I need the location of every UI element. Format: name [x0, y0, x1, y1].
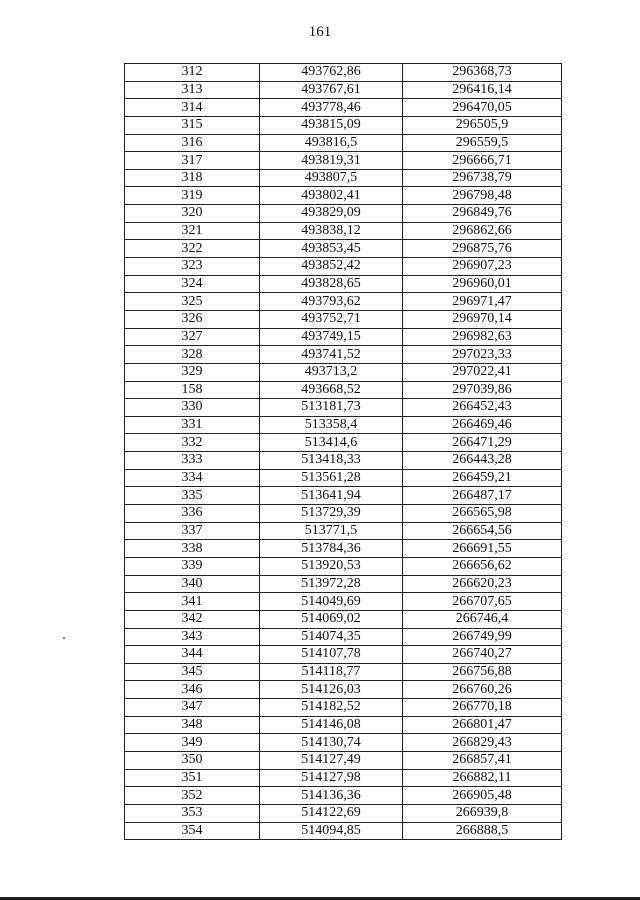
table-body: [125, 64, 562, 840]
point-number-cell: 317: [125, 152, 260, 170]
point-number-cell: 335: [125, 487, 260, 505]
y-coordinate-cell: 266801,47: [403, 716, 562, 734]
x-coordinate-cell: 493853,45: [260, 240, 403, 258]
point-number-cell: 320: [125, 205, 260, 223]
point-number-cell: 344: [125, 646, 260, 664]
x-coordinate-cell: 513418,33: [260, 452, 403, 470]
point-number-cell: 349: [125, 734, 260, 752]
x-coordinate-cell: 493793,62: [260, 293, 403, 311]
x-coordinate-cell: 513972,28: [260, 575, 403, 593]
y-coordinate-cell: 296368,73: [403, 64, 562, 82]
point-number-cell: 350: [125, 751, 260, 769]
x-coordinate-cell: 513771,5: [260, 522, 403, 540]
x-coordinate-cell: 493807,5: [260, 169, 403, 187]
point-number-cell: 319: [125, 187, 260, 205]
point-number-cell: 341: [125, 593, 260, 611]
table-row: [125, 787, 562, 805]
point-number-cell: 328: [125, 346, 260, 364]
point-number-cell: 332: [125, 434, 260, 452]
y-coordinate-cell: 296470,05: [403, 99, 562, 117]
x-coordinate-cell: 514069,02: [260, 610, 403, 628]
y-coordinate-cell: 266888,5: [403, 822, 562, 840]
table-row: [125, 275, 562, 293]
x-coordinate-cell: 493749,15: [260, 328, 403, 346]
point-number-cell: 331: [125, 416, 260, 434]
y-coordinate-cell: 297022,41: [403, 363, 562, 381]
y-coordinate-cell: 266740,27: [403, 646, 562, 664]
point-number-cell: 339: [125, 557, 260, 575]
y-coordinate-cell: 266654,56: [403, 522, 562, 540]
y-coordinate-cell: 266749,99: [403, 628, 562, 646]
table-row: [125, 328, 562, 346]
y-coordinate-cell: 266939,8: [403, 804, 562, 822]
y-coordinate-cell: 266857,41: [403, 751, 562, 769]
y-coordinate-cell: 296416,14: [403, 81, 562, 99]
y-coordinate-cell: 266471,29: [403, 434, 562, 452]
y-coordinate-cell: 266905,48: [403, 787, 562, 805]
table-row: [125, 434, 562, 452]
table-row: [125, 593, 562, 611]
y-coordinate-cell: 266452,43: [403, 399, 562, 417]
y-coordinate-cell: 266487,17: [403, 487, 562, 505]
coordinates-table: [124, 63, 562, 840]
table-row: [125, 99, 562, 117]
y-coordinate-cell: 266770,18: [403, 699, 562, 717]
table-row: [125, 804, 562, 822]
page-number: 161: [308, 24, 332, 40]
x-coordinate-cell: 493819,31: [260, 152, 403, 170]
point-number-cell: 314: [125, 99, 260, 117]
point-number-cell: 330: [125, 399, 260, 417]
table-row: [125, 487, 562, 505]
y-coordinate-cell: 296666,71: [403, 152, 562, 170]
table-row: [125, 310, 562, 328]
point-number-cell: 345: [125, 663, 260, 681]
table-row: [125, 663, 562, 681]
point-number-cell: 321: [125, 222, 260, 240]
table-row: [125, 134, 562, 152]
table-row: [125, 646, 562, 664]
x-coordinate-cell: 493815,09: [260, 116, 403, 134]
table-row: [125, 610, 562, 628]
y-coordinate-cell: 266443,28: [403, 452, 562, 470]
x-coordinate-cell: 513920,53: [260, 557, 403, 575]
table-row: [125, 505, 562, 523]
x-coordinate-cell: 493713,2: [260, 363, 403, 381]
point-number-cell: 351: [125, 769, 260, 787]
x-coordinate-cell: 493778,46: [260, 99, 403, 117]
table-row: [125, 81, 562, 99]
table-row: [125, 681, 562, 699]
point-number-cell: 324: [125, 275, 260, 293]
table-row: [125, 557, 562, 575]
y-coordinate-cell: 296798,48: [403, 187, 562, 205]
y-coordinate-cell: 296907,23: [403, 258, 562, 276]
y-coordinate-cell: 266656,62: [403, 557, 562, 575]
x-coordinate-cell: 493767,61: [260, 81, 403, 99]
y-coordinate-cell: 296971,47: [403, 293, 562, 311]
table-row: [125, 187, 562, 205]
table-row: [125, 716, 562, 734]
y-coordinate-cell: 266459,21: [403, 469, 562, 487]
point-number-cell: 338: [125, 540, 260, 558]
point-number-cell: 158: [125, 381, 260, 399]
point-number-cell: 340: [125, 575, 260, 593]
x-coordinate-cell: 514074,35: [260, 628, 403, 646]
table-row: [125, 522, 562, 540]
table-row: [125, 628, 562, 646]
point-number-cell: 312: [125, 64, 260, 82]
point-number-cell: 343: [125, 628, 260, 646]
table-row: [125, 575, 562, 593]
x-coordinate-cell: 514130,74: [260, 734, 403, 752]
point-number-cell: 322: [125, 240, 260, 258]
x-coordinate-cell: 493829,09: [260, 205, 403, 223]
point-number-cell: 325: [125, 293, 260, 311]
y-coordinate-cell: 296970,14: [403, 310, 562, 328]
scan-speck: [63, 637, 65, 639]
x-coordinate-cell: 514049,69: [260, 593, 403, 611]
table-row: [125, 699, 562, 717]
x-coordinate-cell: 514127,98: [260, 769, 403, 787]
y-coordinate-cell: 266746,4: [403, 610, 562, 628]
point-number-cell: 346: [125, 681, 260, 699]
x-coordinate-cell: 514146,08: [260, 716, 403, 734]
table-row: [125, 222, 562, 240]
table-row: [125, 258, 562, 276]
point-number-cell: 347: [125, 699, 260, 717]
y-coordinate-cell: 296738,79: [403, 169, 562, 187]
x-coordinate-cell: 493762,86: [260, 64, 403, 82]
y-coordinate-cell: 266620,23: [403, 575, 562, 593]
x-coordinate-cell: 514127,49: [260, 751, 403, 769]
table-row: [125, 769, 562, 787]
y-coordinate-cell: 296505,9: [403, 116, 562, 134]
x-coordinate-cell: 514126,03: [260, 681, 403, 699]
y-coordinate-cell: 266829,43: [403, 734, 562, 752]
table-row: [125, 822, 562, 840]
y-coordinate-cell: 266707,65: [403, 593, 562, 611]
x-coordinate-cell: 513641,94: [260, 487, 403, 505]
table-row: [125, 734, 562, 752]
point-number-cell: 333: [125, 452, 260, 470]
x-coordinate-cell: 513784,36: [260, 540, 403, 558]
y-coordinate-cell: 296960,01: [403, 275, 562, 293]
x-coordinate-cell: 513181,73: [260, 399, 403, 417]
point-number-cell: 326: [125, 310, 260, 328]
x-coordinate-cell: 513729,39: [260, 505, 403, 523]
x-coordinate-cell: 513414,6: [260, 434, 403, 452]
point-number-cell: 315: [125, 116, 260, 134]
point-number-cell: 323: [125, 258, 260, 276]
table-row: [125, 240, 562, 258]
y-coordinate-cell: 266565,98: [403, 505, 562, 523]
x-coordinate-cell: 514107,78: [260, 646, 403, 664]
table-row: [125, 751, 562, 769]
point-number-cell: 327: [125, 328, 260, 346]
x-coordinate-cell: 513358,4: [260, 416, 403, 434]
point-number-cell: 337: [125, 522, 260, 540]
y-coordinate-cell: 296862,66: [403, 222, 562, 240]
table-row: [125, 293, 562, 311]
point-number-cell: 336: [125, 505, 260, 523]
table-row: [125, 381, 562, 399]
x-coordinate-cell: 514136,36: [260, 787, 403, 805]
point-number-cell: 313: [125, 81, 260, 99]
table-row: [125, 169, 562, 187]
point-number-cell: 352: [125, 787, 260, 805]
x-coordinate-cell: 514094,85: [260, 822, 403, 840]
point-number-cell: 334: [125, 469, 260, 487]
table-row: [125, 346, 562, 364]
point-number-cell: 353: [125, 804, 260, 822]
y-coordinate-cell: 266756,88: [403, 663, 562, 681]
y-coordinate-cell: 266469,46: [403, 416, 562, 434]
point-number-cell: 354: [125, 822, 260, 840]
point-number-cell: 348: [125, 716, 260, 734]
y-coordinate-cell: 296982,63: [403, 328, 562, 346]
table-row: [125, 363, 562, 381]
x-coordinate-cell: 493828,65: [260, 275, 403, 293]
point-number-cell: 316: [125, 134, 260, 152]
x-coordinate-cell: 493741,52: [260, 346, 403, 364]
x-coordinate-cell: 514122,69: [260, 804, 403, 822]
x-coordinate-cell: 493838,12: [260, 222, 403, 240]
x-coordinate-cell: 493752,71: [260, 310, 403, 328]
table-row: [125, 116, 562, 134]
y-coordinate-cell: 266760,26: [403, 681, 562, 699]
table-row: [125, 452, 562, 470]
x-coordinate-cell: 513561,28: [260, 469, 403, 487]
x-coordinate-cell: 514182,52: [260, 699, 403, 717]
y-coordinate-cell: 296849,76: [403, 205, 562, 223]
table-row: [125, 399, 562, 417]
table-row: [125, 152, 562, 170]
point-number-cell: 329: [125, 363, 260, 381]
y-coordinate-cell: 296559,5: [403, 134, 562, 152]
y-coordinate-cell: 266882,11: [403, 769, 562, 787]
table-row: [125, 416, 562, 434]
y-coordinate-cell: 266691,55: [403, 540, 562, 558]
y-coordinate-cell: 297023,33: [403, 346, 562, 364]
x-coordinate-cell: 514118,77: [260, 663, 403, 681]
table-row: [125, 540, 562, 558]
y-coordinate-cell: 296875,76: [403, 240, 562, 258]
point-number-cell: 318: [125, 169, 260, 187]
point-number-cell: 342: [125, 610, 260, 628]
table-row: [125, 469, 562, 487]
x-coordinate-cell: 493816,5: [260, 134, 403, 152]
x-coordinate-cell: 493802,41: [260, 187, 403, 205]
x-coordinate-cell: 493852,42: [260, 258, 403, 276]
x-coordinate-cell: 493668,52: [260, 381, 403, 399]
table-row: [125, 64, 562, 82]
table-row: [125, 205, 562, 223]
y-coordinate-cell: 297039,86: [403, 381, 562, 399]
